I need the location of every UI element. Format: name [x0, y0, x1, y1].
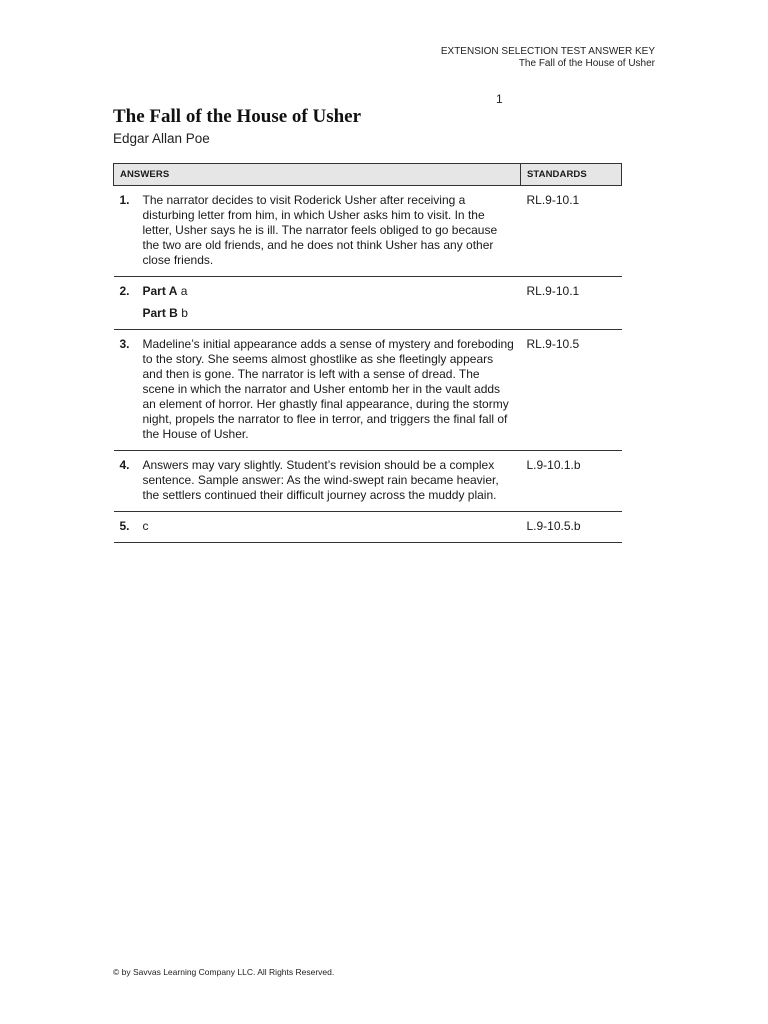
table-row — [114, 330, 622, 451]
table-row — [114, 277, 622, 330]
answer-cell — [114, 451, 521, 512]
answer-cell — [114, 277, 521, 330]
header-line-2: The Fall of the House of Usher — [518, 58, 655, 69]
answers-column-header: ANSWERS — [114, 164, 521, 186]
table-row — [114, 451, 622, 512]
question-number: 4. — [119, 458, 130, 472]
part-a-line — [143, 284, 515, 299]
standard-cell: RL.9-10.1 — [521, 277, 622, 330]
standard-cell: L.9-10.1.b — [521, 451, 622, 512]
question-number: 5. — [119, 519, 130, 533]
table-row — [114, 512, 622, 543]
part-a-value: a — [180, 284, 188, 298]
copyright-footer: © by Savvas Learning Company LLC. All Rights Reserved. — [113, 967, 335, 977]
running-header — [441, 46, 655, 70]
answer-cell — [114, 512, 521, 543]
answer-text: The narrator decides to visit Roderick Usher after receiving a disturbing letter from him, in which Usher asks him to visit. In the letter, Usher says he is ill. The narrator feels obliged to go because the two are old friends, and he does not think Usher has any other close friends. — [142, 193, 498, 267]
part-b-value: b — [181, 306, 188, 320]
question-number: 1. — [119, 193, 130, 207]
standard-cell: RL.9-10.5 — [521, 330, 622, 451]
page-number: 1 — [496, 92, 503, 106]
answer-text: Answers may vary slightly. Student’s revision should be a complex sentence. Sample answer: As the wind-swept rain became heavier, the settlers continued their difficult journey across the muddy plain. — [142, 458, 499, 502]
part-b-label: Part B — [142, 306, 178, 320]
standard-cell: L.9-10.5.b — [521, 512, 622, 543]
header-line-1: EXTENSION SELECTION TEST ANSWER KEY — [440, 46, 655, 57]
answer-text: Madeline’s initial appearance adds a sense of mystery and foreboding to the story. She seems almost ghostlike as she fleetingly appears and then is gone. The narrator is left with a sense of dread. The scene in which the narrator and Usher entomb her in the vault adds an element of horror. Her ghastly final appearance, during the stormy night, propels the narrator to flee in terror, and triggers the final fall of the House of Usher. — [142, 337, 514, 441]
standards-column-header: STANDARDS — [521, 164, 622, 186]
part-b-line — [143, 306, 515, 321]
document-author: Edgar Allan Poe — [113, 131, 210, 146]
table-row — [114, 186, 622, 277]
table-header-row — [114, 164, 622, 186]
answer-text: c — [142, 519, 149, 533]
answer-cell — [114, 330, 521, 451]
question-number: 2. — [119, 284, 130, 298]
document-title: The Fall of the House of Usher — [113, 106, 362, 127]
part-a-label: Part A — [142, 284, 178, 298]
question-number: 3. — [119, 337, 130, 351]
answer-cell — [114, 186, 521, 277]
standard-cell: RL.9-10.1 — [521, 186, 622, 277]
answer-key-table — [113, 163, 622, 543]
